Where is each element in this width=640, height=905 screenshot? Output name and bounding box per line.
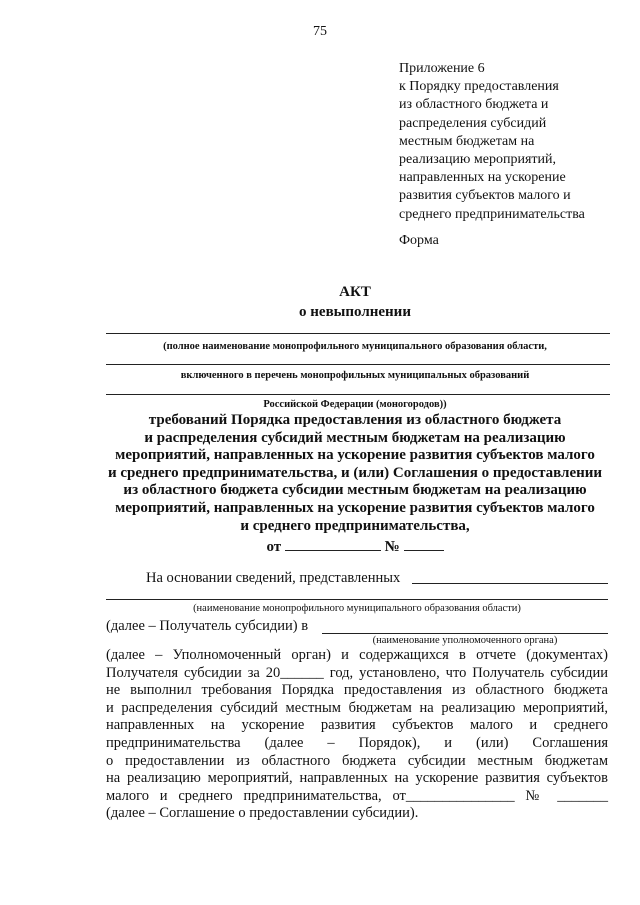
act-date-number <box>100 536 610 556</box>
appendix-block <box>399 60 634 224</box>
appendix-line: развития субъектов малого и <box>399 188 571 204</box>
heading-line: из областного бюджета субсидии местным бюджетам на реализацию <box>123 482 587 499</box>
blank-line <box>106 364 610 365</box>
authorized-body-note: (наименование уполномоченного органа) <box>372 635 558 646</box>
heading-line: и среднего предпринимательства, и (или) Соглашения о предоставлении <box>107 464 603 481</box>
heading-line: мероприятий, направленных на ускорение развития субъектов малого <box>115 447 595 464</box>
paragraph-line: (далее – Уполномоченный орган) и содержащихся в отчете (документах) <box>106 647 608 663</box>
paragraph-line: на реализацию мероприятий, направленных на ускорение развития субъектов <box>106 770 608 787</box>
heading-line: и распределения субсидий местным бюджетам на реализацию <box>144 429 566 446</box>
act-subtitle: о невыполнении <box>299 304 411 320</box>
appendix-line: из областного бюджета и <box>399 97 549 113</box>
municipality-note-3: Российской Федерации (моногородов)) <box>263 399 447 410</box>
blank-line <box>106 394 610 395</box>
paragraph-line: и распределения субсидий местным бюджетам на реализацию мероприятий, <box>106 699 608 716</box>
number-field[interactable] <box>404 536 444 551</box>
paragraph-line: не выполнил требования Порядка предоставления из областного бюджета <box>106 682 608 699</box>
page-number: 75 <box>313 24 327 39</box>
paragraph-line: предпринимательства (далее – Порядок), и (или) Соглашения <box>106 734 608 751</box>
form-label: Форма <box>399 233 439 248</box>
date-field[interactable] <box>285 536 381 551</box>
paragraph-line: направленных на ускорение развития субъектов малого и среднего <box>106 717 608 734</box>
heading-line: требований Порядка предоставления из областного бюджета <box>148 412 562 428</box>
authorized-body-field[interactable] <box>322 633 608 634</box>
date-label: от <box>266 539 282 555</box>
act-heading <box>100 412 610 535</box>
paragraph-line: о предоставлении из областного бюджета субсидии местным бюджетам <box>106 752 608 769</box>
paragraph-line: малого и среднего предпринимательства, от_______________ № _______ <box>106 787 608 804</box>
basis-field[interactable] <box>412 583 608 584</box>
appendix-line: среднего предпринимательства <box>399 206 585 222</box>
main-paragraph <box>106 647 608 823</box>
paragraph-line: Получателя субсидии за 20______ год, установлено, что Получатель субсидии <box>106 664 608 681</box>
appendix-line: Приложение 6 <box>399 61 485 76</box>
number-label: № <box>384 539 400 555</box>
appendix-line: распределения субсидий <box>399 115 547 131</box>
basis-text: На основании сведений, представленных <box>146 570 401 586</box>
appendix-line: местным бюджетам на <box>399 133 535 149</box>
act-title: АКТ <box>339 284 371 300</box>
blank-line <box>106 599 608 600</box>
heading-line: и среднего предпринимательства, <box>240 517 470 534</box>
municipality-note-1: (полное наименование монопрофильного муниципального образования области, <box>163 341 547 352</box>
appendix-line: направленных на ускорение <box>399 170 566 186</box>
municipality-note-2: включенного в перечень монопрофильных муниципальных образований <box>180 370 530 381</box>
recipient-text: (далее – Получатель субсидии) в <box>106 618 309 634</box>
heading-line: мероприятий, направленных на ускорение развития субъектов малого <box>115 499 595 516</box>
blank-line <box>106 333 610 334</box>
appendix-line: реализацию мероприятий, <box>399 152 556 168</box>
appendix-line: к Порядку предоставления <box>399 79 559 95</box>
paragraph-line: (далее – Соглашение о предоставлении субсидии). <box>106 805 419 822</box>
municipality-name-note: (наименование монопрофильного муниципального образования области) <box>193 603 521 614</box>
